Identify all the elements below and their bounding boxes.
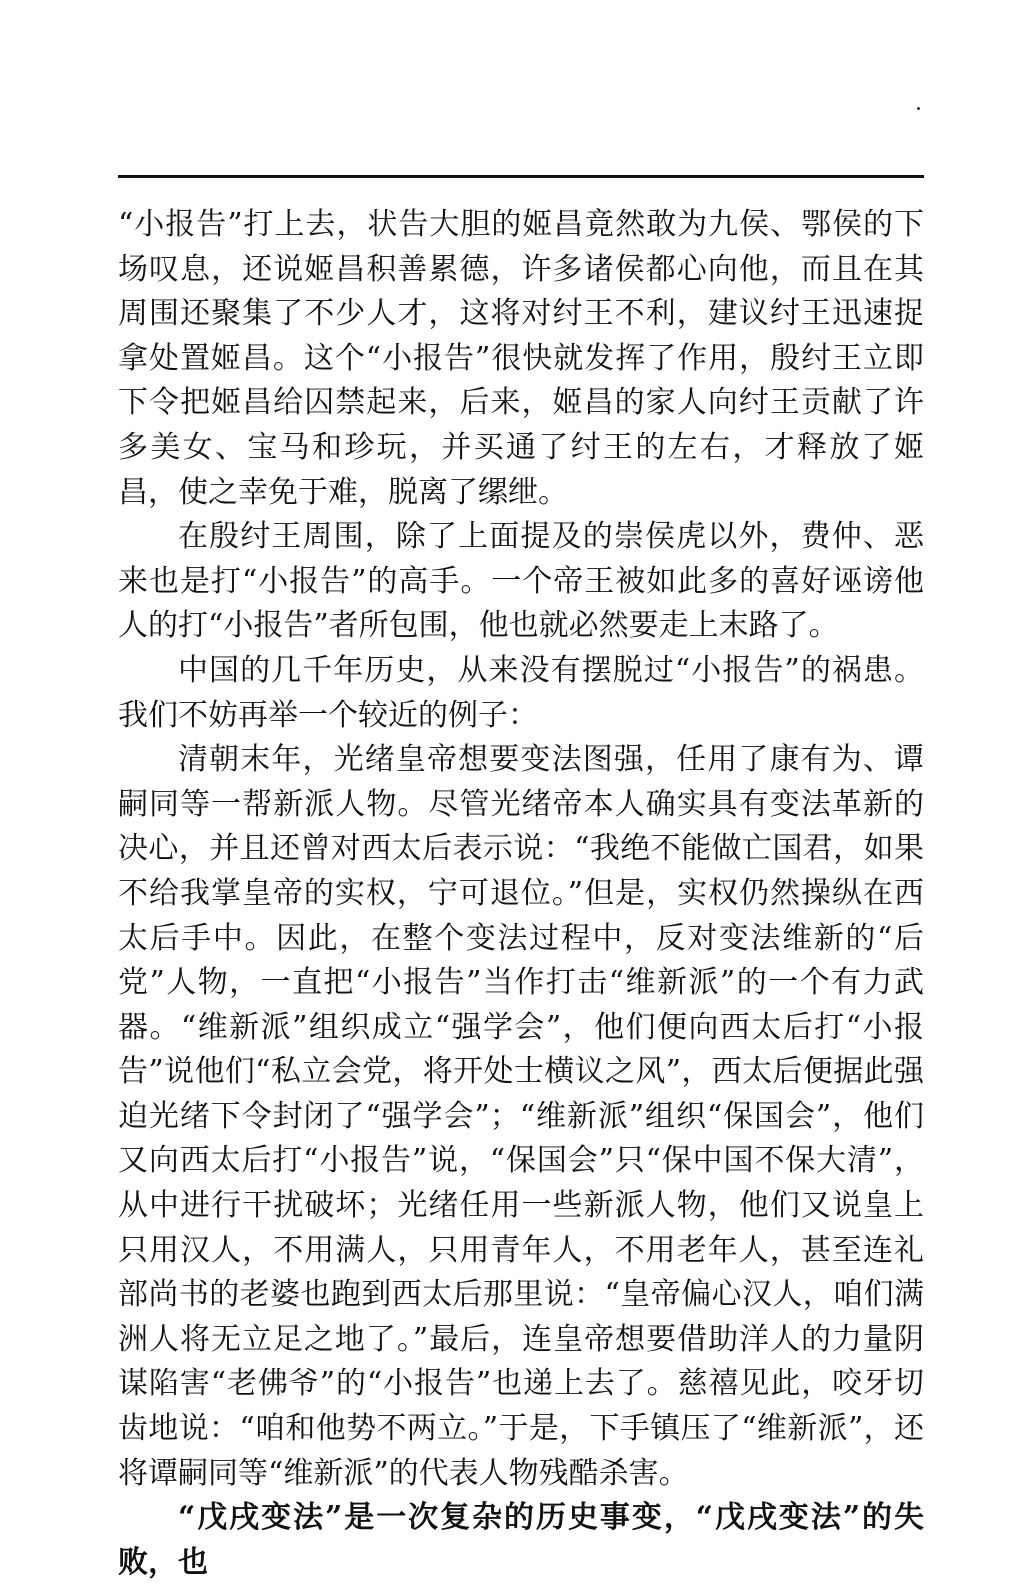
scan-speck (917, 107, 920, 110)
paragraph-5: “戊戌变法”是一次复杂的历史事变，“戊戌变法”的失败，也 (118, 1500, 924, 1580)
paragraph-4: 清朝末年，光绪皇帝想要变法图强，任用了康有为、谭嗣同等一帮新派人物。尽管光绪帝本人确实具有变法革新的决心，并且还曾对西太后表示说：“我绝不能做亡国君，如果不给我掌皇帝的实权，宁可退位。”但是，实权仍然操纵在西太后手中。因此，在整个变法过程中，反对变法维新的“后党”人物，一直把“小报告”当作打击“维新派”的一个有力武器。“维新派”组织成立“强学会”，他们便向西太后打“小报告”说他们“私立会党，将开处士横议之风”，西太后便据此强迫光绪下令封闭了“强学会”；“维新派”组织“保国会”，他们又向西太后打“小报告”说，“保国会”只“保中国不保大清”，从中进行干扰破坏；光绪任用一些新派人物，他们又说皇上只用汉人，不用满人，只用青年人，不用老年人，甚至连礼部尚书的老婆也跑到西太后那里说：“皇帝偏心汉人，咱们满洲人将无立足之地了。”最后，连皇帝想要借助洋人的力量阴谋陷害“老佛爷”的“小报告”也递上去了。慈禧见此，咬牙切齿地说：“咱和他势不两立。”于是，下手镇压了“维新派”，还将谭嗣同等“维新派”的代表人物残酷杀害。 (118, 742, 924, 1491)
header-rule (118, 175, 924, 178)
body-text (118, 203, 924, 1585)
paragraph-2: 在殷纣王周围，除了上面提及的崇侯虎以外，费仲、恶来也是打“小报告”的高手。一个帝王被如此多的喜好诬谤他人的打“小报告”者所包围，他也就必然要走上末路了。 (118, 519, 924, 644)
paragraph-1: “小报告”打上去，状告大胆的姬昌竟然敢为九侯、鄂侯的下场叹息，还说姬昌积善累德，许多诸侯都心向他，而且在其周围还聚集了不少人才，这将对纣王不利，建议纣王迅速捉拿处置姬昌。这个“小报告”很快就发挥了作用，殷纣王立即下令把姬昌给囚禁起来，后来，姬昌的家人向纣王贡献了许多美女、宝马和珍玩，并买通了纣王的左右，才释放了姬昌，使之幸免于难，脱离了缧绁。 (118, 207, 924, 510)
paragraph-3: 中国的几千年历史，从来没有摆脱过“小报告”的祸患。我们不妨再举一个较近的例子： (118, 652, 924, 733)
